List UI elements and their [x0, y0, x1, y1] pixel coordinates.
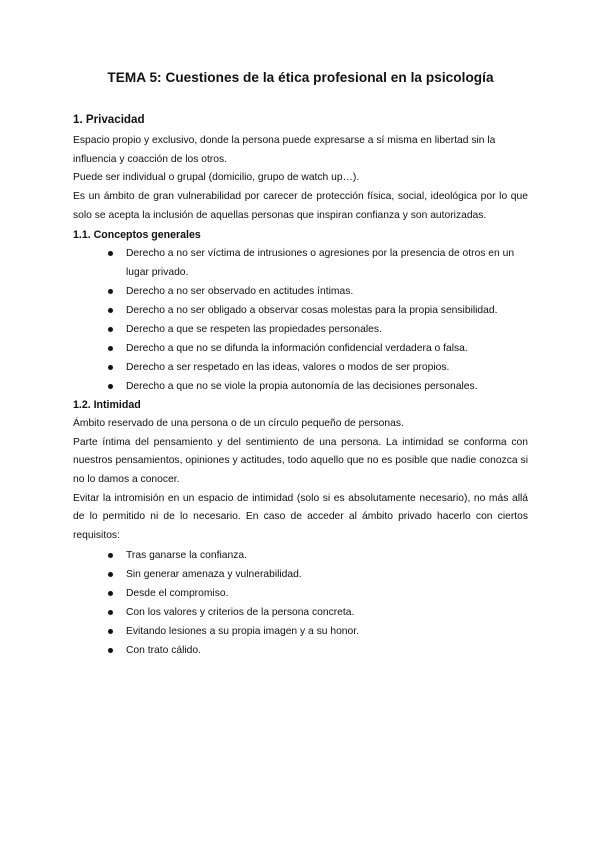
list-item-text: Desde el compromiso. — [126, 587, 229, 599]
list-item-text: Sin generar amenaza y vulnerabilidad. — [126, 568, 302, 580]
bullet-icon — [108, 553, 113, 558]
list-item — [108, 565, 528, 584]
bullet-icon — [108, 327, 113, 332]
list-item — [108, 339, 528, 358]
list-item-text: Con los valores y criterios de la persona concreta. — [126, 606, 355, 618]
bullet-icon — [108, 591, 113, 596]
bullet-icon — [108, 629, 113, 634]
list-item — [108, 584, 528, 603]
bullet-icon — [108, 610, 113, 615]
list-item — [108, 622, 528, 641]
bullet-icon — [108, 308, 113, 313]
list-item-text: Derecho a que se respeten las propiedades personales. — [126, 324, 382, 336]
list-item — [108, 320, 528, 339]
paragraph: Es un ámbito de gran vulnerabilidad por carecer de protección física, social, ideológica por lo que solo se acepta la inclusión de aquellas personas que inspiran confianza y son autorizadas. — [73, 191, 528, 221]
list-item-text: Evitando lesiones a su propia imagen y a su honor. — [126, 625, 359, 637]
list-item — [108, 358, 528, 377]
paragraph: Evitar la intromisión en un espacio de intimidad (solo si es absolutamente necesario), no más allá de lo permitido ni de lo necesario. En caso de acceder al ámbito privado hacerlo con ciertos requisitos: — [73, 492, 528, 542]
list-item-text: Derecho a no ser observado en actitudes íntimas. — [126, 286, 354, 298]
list-item — [108, 301, 528, 320]
paragraph: Puede ser individual o grupal (domicilio, grupo de watch up…). — [73, 172, 360, 184]
section-heading-privacidad: 1. Privacidad — [73, 113, 145, 126]
subsection-heading-intimidad: 1.2. Intimidad — [73, 399, 141, 412]
list-item — [108, 377, 528, 396]
list-item-text: Con trato cálido. — [126, 644, 201, 656]
list-item — [108, 244, 528, 282]
list-item — [108, 641, 528, 660]
paragraph: Espacio propio y exclusivo, donde la persona puede expresarse a sí misma en libertad sin la influencia y coacción de los otros. — [73, 135, 496, 165]
list-item-text: Derecho a que no se difunda la información confidencial verdadera o falsa. — [126, 343, 468, 355]
list-item-text: Derecho a ser respetado en las ideas, valores o modos de ser propios. — [126, 362, 450, 374]
bullet-icon — [108, 346, 113, 351]
bullet-icon — [108, 384, 113, 389]
list-item — [108, 546, 528, 565]
paragraph: Parte íntima del pensamiento y del sentimiento de una persona. La intimidad se conforma con nuestros pensamientos, opiniones y actitudes, todo aquello que no es posible que nadie conozca si no lo damos a conocer. — [73, 436, 528, 486]
bullet-icon — [108, 365, 113, 370]
paragraph: Ámbito reservado de una persona o de un círculo pequeño de personas. — [73, 417, 404, 429]
list-item-text: Tras ganarse la confianza. — [126, 549, 247, 561]
subsection-heading-conceptos-generales: 1.1. Conceptos generales — [73, 228, 201, 241]
bullet-icon — [108, 572, 113, 577]
list-item-text: Derecho a no ser obligado a observar cosas molestas para la propia sensibilidad. — [126, 305, 498, 317]
list-item-text: Derecho a que no se viole la propia autonomía de las decisiones personales. — [126, 381, 478, 393]
bullet-icon — [108, 289, 113, 294]
bullet-list-conceptos — [73, 244, 528, 396]
list-item — [108, 282, 528, 301]
list-item — [108, 603, 528, 622]
document-title: TEMA 5: Cuestiones de la ética profesional en la psicología — [107, 70, 494, 85]
list-item-text: Derecho a no ser víctima de intrusiones o agresiones por la presencia de otros en un lugar privado. — [126, 248, 515, 279]
bullet-list-requisitos — [73, 546, 528, 660]
bullet-icon — [108, 251, 113, 256]
bullet-icon — [108, 648, 113, 653]
